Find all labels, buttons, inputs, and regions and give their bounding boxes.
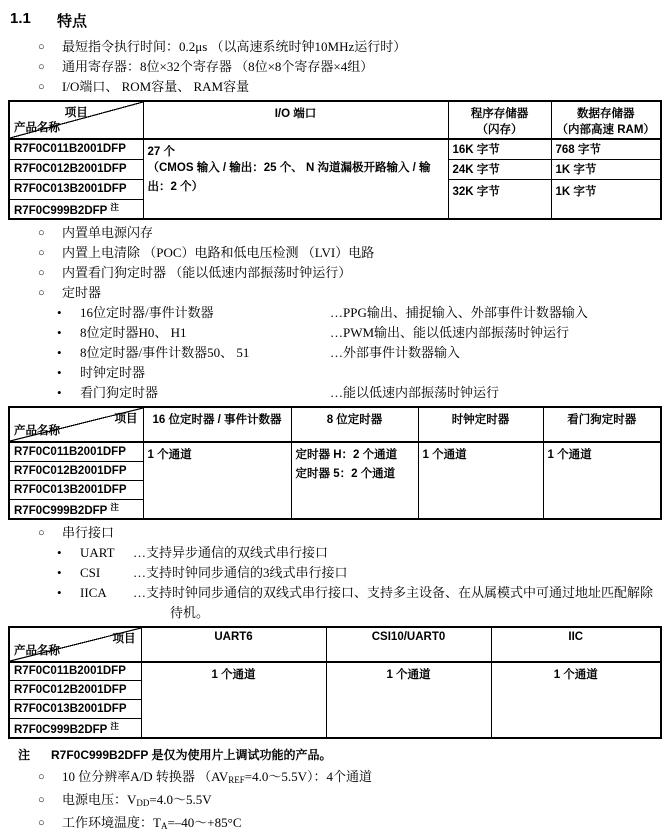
- bullet-text: [62, 813, 660, 836]
- timer-desc: …PPG输出、捕捉输入、外部事件计数器输入: [330, 305, 588, 320]
- bullet-text: 定时器: [62, 285, 102, 300]
- bullet-text: 最短指令执行时间：0.2μs （以高速系统时钟10MHz运行时）: [62, 39, 407, 54]
- product-name: R7F0C999B2DFP: [14, 504, 108, 517]
- note-superscript: 注: [110, 501, 119, 512]
- circle-bullet-icon: ○: [38, 287, 45, 299]
- bullet-supply-voltage: [8, 790, 660, 813]
- watchdog-value-cell: 1 个通道: [543, 442, 661, 519]
- bullet-flash: [8, 223, 660, 243]
- io-memory-table: [8, 100, 662, 220]
- product-cell: [9, 199, 143, 219]
- timer-item: [8, 323, 660, 343]
- header-line: （闪存）: [476, 124, 523, 136]
- bullet-timers: [8, 283, 660, 303]
- note-superscript: 注: [110, 721, 119, 731]
- product-cell: R7F0C013B2001DFP: [9, 700, 141, 719]
- serial-desc: …支持时钟同步通信的双线式串行接口、支持多主设备、在从属模式中可通过地址匹配解除待机。: [133, 584, 654, 620]
- ram-cell: 768 字节: [551, 139, 661, 159]
- timer8-line: 定时器 5：2 个通道: [295, 468, 396, 480]
- ram-cell: 1K 字节: [551, 159, 661, 179]
- table-corner-cell: [9, 101, 143, 139]
- product-cell: R7F0C011B2001DFP: [9, 662, 141, 681]
- circle-bullet-icon: ○: [38, 247, 45, 259]
- bullet-text: 通用寄存器：8位×32个寄存器 （8位×8个寄存器×4组）: [62, 59, 374, 74]
- circle-bullet-icon: ○: [38, 41, 45, 53]
- timer-item: [8, 383, 660, 403]
- timer-name: 8位定时器/事件计数器50、 51: [80, 345, 250, 360]
- bullet-text: [62, 767, 660, 790]
- timer-desc: …外部事件计数器输入: [330, 345, 461, 360]
- subscript: A: [160, 821, 168, 831]
- bullet-serial-interface: [8, 523, 660, 543]
- header-line: 程序存储器: [470, 108, 529, 120]
- serial-table: [8, 626, 662, 740]
- io-count: 27 个: [147, 146, 175, 158]
- header-data-memory: [551, 101, 661, 139]
- bullet-general-registers: [8, 57, 660, 77]
- circle-bullet-icon: ○: [38, 81, 45, 93]
- io-detail: （CMOS 输入 / 输出：25 个、 N 沟道漏极开路输入 / 输出：2 个）: [147, 162, 431, 193]
- subscript: REF: [228, 775, 245, 785]
- product-cell: R7F0C012B2001DFP: [9, 681, 141, 700]
- csi10-uart0-value-cell: 1 个通道: [326, 662, 491, 739]
- dot-bullet-icon: •: [57, 385, 62, 400]
- dot-bullet-icon: •: [57, 345, 62, 360]
- circle-bullet-icon: ○: [38, 267, 45, 279]
- table-corner-cell: [9, 407, 143, 442]
- corner-item-label: 项目: [64, 107, 88, 119]
- bullet-text: I/O端口、 ROM容量、 RAM容量: [62, 79, 250, 94]
- bullet-text: 内置单电源闪存: [62, 225, 154, 240]
- header-uart6: UART6: [141, 627, 326, 662]
- footnote-label: 注: [18, 748, 31, 762]
- bullet-text: [62, 790, 660, 813]
- section-heading: [10, 10, 660, 31]
- bullet-ad-converter: [8, 767, 660, 790]
- timer-desc: [330, 363, 660, 383]
- bullet-text: 串行接口: [62, 524, 115, 540]
- timer-name: 16位定时器/事件计数器: [80, 305, 214, 320]
- serial-item: [8, 563, 660, 583]
- ram-cell: 1K 字节: [551, 179, 661, 219]
- corner-product-label: 产品名称: [14, 644, 60, 657]
- timer-table: [8, 406, 662, 520]
- clock-timer-value-cell: 1 个通道: [418, 442, 543, 519]
- flash-cell: 32K 字节: [448, 179, 551, 219]
- serial-name: UART: [80, 544, 115, 560]
- serial-name: IICA: [80, 584, 107, 600]
- dot-bullet-icon: •: [57, 584, 62, 600]
- text-segment: 10 位分辨率A/D 转换器 （AV: [62, 769, 229, 784]
- dot-bullet-icon: •: [57, 365, 62, 380]
- serial-item: [8, 543, 660, 563]
- section-title: 特点: [57, 13, 88, 30]
- header-timer8: 8 位定时器: [291, 407, 418, 442]
- header-line: （内部高速 RAM）: [556, 124, 655, 136]
- timer-desc: …PWM输出、能以低速内部振荡时钟运行: [330, 325, 570, 340]
- product-cell: [9, 499, 143, 519]
- timer-item: [8, 363, 660, 383]
- serial-desc: …支持时钟同步通信的3线式串行接口: [133, 564, 348, 580]
- circle-bullet-icon: ○: [38, 817, 45, 829]
- text-segment: =4.0～5.5V）：4个通道: [244, 769, 372, 784]
- header-iic: IIC: [491, 627, 661, 662]
- iic-value-cell: 1 个通道: [491, 662, 661, 739]
- dot-bullet-icon: •: [57, 325, 62, 340]
- circle-bullet-icon: ○: [38, 526, 45, 539]
- text-segment: =4.0～5.5V: [149, 792, 212, 807]
- text-segment: 电源电压：V: [62, 792, 137, 807]
- bullet-poc-lvi: [8, 243, 660, 263]
- product-cell: R7F0C013B2001DFP: [9, 179, 143, 199]
- product-cell: R7F0C013B2001DFP: [9, 480, 143, 499]
- timer-desc: …能以低速内部振荡时钟运行: [330, 385, 500, 400]
- serial-name: CSI: [80, 564, 101, 580]
- dot-bullet-icon: •: [57, 544, 62, 560]
- header-csi10-uart0: CSI10/UART0: [326, 627, 491, 662]
- header-io-port: I/O 端口: [143, 101, 448, 139]
- timer-item: [8, 343, 660, 363]
- serial-desc: …支持异步通信的双线式串行接口: [133, 544, 329, 560]
- circle-bullet-icon: ○: [38, 771, 45, 783]
- product-cell: R7F0C012B2001DFP: [9, 461, 143, 480]
- note-superscript: 注: [110, 201, 119, 212]
- text-segment: 工作环境温度：T: [62, 815, 161, 830]
- bullet-text: 内置上电清除 （POC）电路和低电压检测 （LVI）电路: [62, 245, 375, 260]
- circle-bullet-icon: ○: [38, 794, 45, 806]
- text-segment: =–40～+85°C: [167, 815, 242, 830]
- corner-product-label: 产品名称: [14, 425, 60, 437]
- io-port-value-cell: [143, 139, 448, 219]
- product-name: R7F0C999B2DFP: [14, 724, 108, 736]
- circle-bullet-icon: ○: [38, 61, 45, 73]
- header-timer16: 16 位定时器 / 事件计数器: [143, 407, 291, 442]
- dot-bullet-icon: •: [57, 564, 62, 580]
- footnote-text: R7F0C999B2DFP 是仅为使用片上调试功能的产品。: [51, 748, 332, 762]
- timer8-value-cell: [291, 442, 418, 519]
- circle-bullet-icon: ○: [38, 227, 45, 239]
- timer-name: 看门狗定时器: [80, 385, 159, 400]
- timer-name: 8位定时器H0、 H1: [80, 325, 187, 340]
- bullet-operating-temperature: [8, 813, 660, 836]
- header-clock-timer: 时钟定时器: [418, 407, 543, 442]
- table-corner-cell: [9, 627, 141, 662]
- flash-cell: 24K 字节: [448, 159, 551, 179]
- header-program-memory: [448, 101, 551, 139]
- header-line: 数据存储器: [577, 108, 635, 120]
- timer-name: 时钟定时器: [80, 365, 146, 380]
- bullet-watchdog: [8, 263, 660, 283]
- timer-item: [8, 303, 660, 323]
- corner-product-label: 产品名称: [14, 122, 60, 134]
- product-cell: [9, 719, 141, 739]
- header-watchdog-timer: 看门狗定时器: [543, 407, 661, 442]
- product-name: R7F0C999B2DFP: [14, 204, 108, 217]
- serial-item: [8, 583, 660, 623]
- corner-item-label: 项目: [114, 413, 138, 425]
- bullet-min-instruction-time: [8, 37, 660, 57]
- product-cell: R7F0C011B2001DFP: [9, 139, 143, 159]
- timer16-value-cell: 1 个通道: [143, 442, 291, 519]
- bullet-text: 内置看门狗定时器 （能以低速内部振荡时钟运行）: [62, 265, 352, 280]
- flash-cell: 16K 字节: [448, 139, 551, 159]
- product-cell: R7F0C011B2001DFP: [9, 442, 143, 461]
- product-cell: R7F0C012B2001DFP: [9, 159, 143, 179]
- footnote: [18, 746, 660, 764]
- corner-item-label: 项目: [112, 632, 136, 645]
- dot-bullet-icon: •: [57, 305, 62, 320]
- section-number: 1.1: [10, 10, 31, 27]
- subscript: DD: [136, 798, 150, 808]
- bullet-io-rom-ram: [8, 77, 660, 97]
- timer8-line: 定时器 H：2 个通道: [295, 449, 398, 461]
- uart6-value-cell: 1 个通道: [141, 662, 326, 739]
